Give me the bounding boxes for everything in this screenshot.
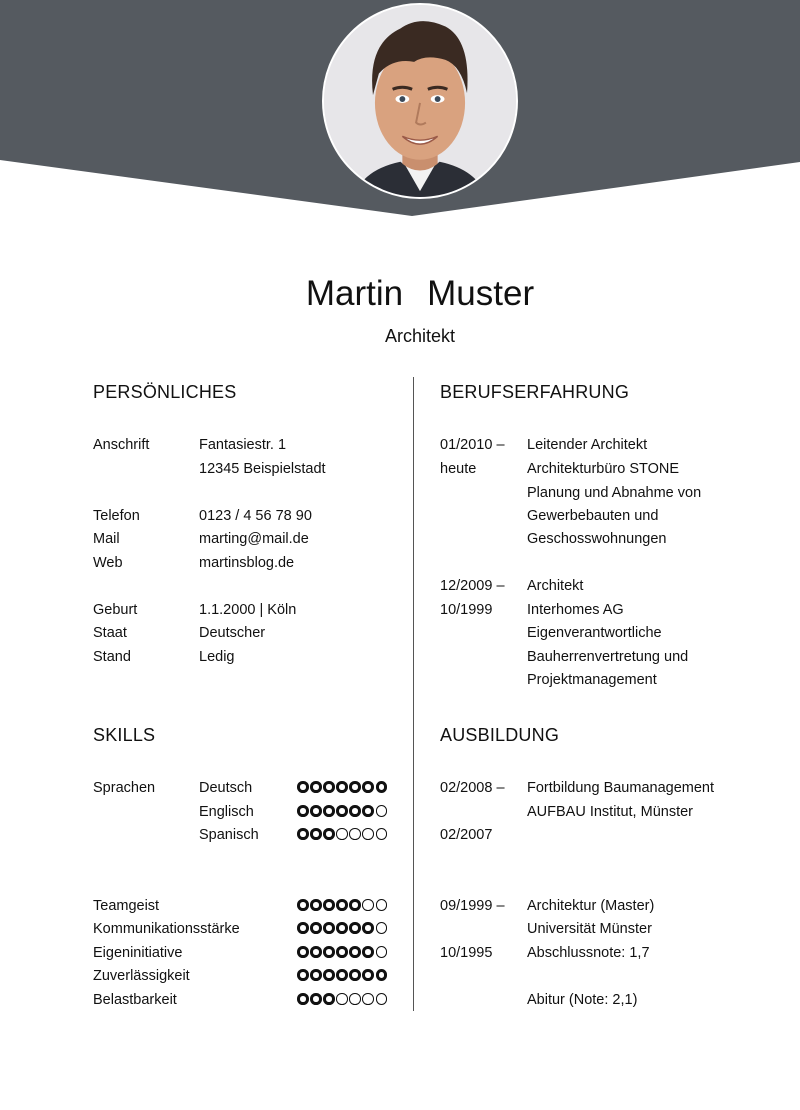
rating-dot-filled bbox=[362, 922, 374, 934]
education-line: Architektur (Master) bbox=[527, 898, 655, 914]
rating-dot-empty bbox=[376, 828, 388, 840]
skill-rating bbox=[297, 899, 387, 913]
education-line: Universität Münster bbox=[527, 921, 652, 937]
rating-dot-empty bbox=[349, 828, 361, 840]
personal-value: martinsblog.de bbox=[199, 555, 295, 571]
rating-dot-filled bbox=[362, 781, 374, 793]
education-date: 10/1995 bbox=[440, 945, 493, 961]
personal-label: Mail bbox=[93, 531, 120, 547]
rating-dot-filled bbox=[297, 828, 309, 840]
rating-dot-filled bbox=[310, 969, 322, 981]
rating-dot-filled bbox=[297, 969, 309, 981]
personal-value: marting@mail.de bbox=[199, 531, 309, 547]
education-line: Abitur (Note: 2,1) bbox=[527, 992, 638, 1008]
job-title: Architekt bbox=[384, 326, 456, 346]
personal-value: 1.1.2000 | Köln bbox=[199, 602, 297, 618]
language-name: Deutsch bbox=[199, 780, 253, 796]
rating-dot-empty bbox=[376, 805, 388, 817]
language-name: Englisch bbox=[199, 804, 254, 820]
rating-dot-filled bbox=[349, 922, 361, 934]
rating-dot-filled bbox=[362, 805, 374, 817]
rating-dot-filled bbox=[376, 969, 388, 981]
rating-dot-filled bbox=[323, 922, 335, 934]
rating-dot-filled bbox=[310, 781, 322, 793]
section-title-education: AUSBILDUNG bbox=[440, 725, 560, 745]
rating-dot-filled bbox=[297, 946, 309, 958]
experience-line: Architekturbüro STONE bbox=[527, 461, 680, 477]
rating-dot-filled bbox=[349, 781, 361, 793]
rating-dot-empty bbox=[362, 899, 374, 911]
rating-dot-filled bbox=[310, 993, 322, 1005]
rating-dot-empty bbox=[376, 899, 388, 911]
rating-dot-filled bbox=[310, 922, 322, 934]
experience-line: Gewerbebauten und bbox=[527, 508, 659, 524]
experience-line: Interhomes AG bbox=[527, 602, 624, 618]
personal-value: 0123 / 4 56 78 90 bbox=[199, 508, 312, 524]
rating-dot-filled bbox=[336, 969, 348, 981]
experience-line: Planung und Abnahme von bbox=[527, 485, 702, 501]
education-line: Fortbildung Baumanagement bbox=[527, 780, 715, 796]
experience-date: 10/1999 bbox=[440, 602, 493, 618]
skill-rating bbox=[297, 828, 387, 842]
rating-dot-filled bbox=[297, 781, 309, 793]
experience-date: heute bbox=[440, 461, 477, 477]
rating-dot-filled bbox=[349, 946, 361, 958]
rating-dot-empty bbox=[376, 993, 388, 1005]
rating-dot-filled bbox=[336, 946, 348, 958]
rating-dot-filled bbox=[297, 805, 309, 817]
rating-dot-filled bbox=[310, 805, 322, 817]
rating-dot-empty bbox=[336, 993, 348, 1005]
section-title-skills: SKILLS bbox=[93, 725, 156, 745]
experience-line: Projektmanagement bbox=[527, 672, 657, 688]
rating-dot-filled bbox=[336, 899, 348, 911]
rating-dot-filled bbox=[376, 781, 388, 793]
rating-dot-filled bbox=[297, 993, 309, 1005]
rating-dot-filled bbox=[336, 805, 348, 817]
rating-dot-filled bbox=[362, 946, 374, 958]
skill-name: Eigeninitiative bbox=[93, 945, 183, 961]
personal-value: 12345 Beispielstadt bbox=[199, 461, 326, 477]
skill-name: Teamgeist bbox=[93, 898, 160, 914]
education-date: 02/2007 bbox=[440, 827, 493, 843]
personal-value: Ledig bbox=[199, 649, 235, 665]
personal-value: Deutscher bbox=[199, 625, 266, 641]
experience-line: Leitender Architekt bbox=[527, 437, 648, 453]
rating-dot-filled bbox=[349, 805, 361, 817]
rating-dot-filled bbox=[310, 946, 322, 958]
skill-rating bbox=[297, 805, 387, 819]
rating-dot-filled bbox=[323, 828, 335, 840]
languages-label: Sprachen bbox=[93, 780, 156, 796]
education-date: 09/1999 – bbox=[440, 898, 505, 914]
personal-label: Anschrift bbox=[93, 437, 150, 453]
skill-rating bbox=[297, 993, 387, 1007]
rating-dot-filled bbox=[323, 781, 335, 793]
rating-dot-filled bbox=[336, 922, 348, 934]
skill-rating bbox=[297, 922, 387, 936]
skill-name: Belastbarkeit bbox=[93, 992, 177, 1008]
rating-dot-filled bbox=[323, 899, 335, 911]
skill-name: Kommunikationsstärke bbox=[93, 921, 240, 937]
rating-dot-filled bbox=[336, 781, 348, 793]
experience-date: 01/2010 – bbox=[440, 437, 505, 453]
profile-photo bbox=[322, 3, 518, 199]
rating-dot-filled bbox=[349, 969, 361, 981]
personal-value: Fantasiestr. 1 bbox=[199, 437, 287, 453]
rating-dot-filled bbox=[310, 899, 322, 911]
experience-line: Eigenverantwortliche bbox=[527, 625, 662, 641]
experience-line: Bauherrenvertretung und bbox=[527, 649, 689, 665]
rating-dot-empty bbox=[362, 993, 374, 1005]
personal-label: Telefon bbox=[93, 508, 140, 524]
skill-rating bbox=[297, 946, 387, 960]
skill-rating bbox=[297, 969, 387, 983]
education-date: 02/2008 – bbox=[440, 780, 505, 796]
rating-dot-empty bbox=[336, 828, 348, 840]
skill-rating bbox=[297, 781, 387, 795]
personal-label: Stand bbox=[93, 649, 131, 665]
skill-name: Zuverlässigkeit bbox=[93, 968, 190, 984]
experience-line: Geschosswohnungen bbox=[527, 531, 667, 547]
personal-label: Staat bbox=[93, 625, 127, 641]
education-line: AUFBAU Institut, Münster bbox=[527, 804, 693, 820]
rating-dot-empty bbox=[376, 946, 388, 958]
language-name: Spanisch bbox=[199, 827, 259, 843]
rating-dot-filled bbox=[297, 922, 309, 934]
education-line: Abschlussnote: 1,7 bbox=[527, 945, 650, 961]
experience-line: Architekt bbox=[527, 578, 584, 594]
rating-dot-filled bbox=[323, 946, 335, 958]
rating-dot-empty bbox=[362, 828, 374, 840]
rating-dot-filled bbox=[310, 828, 322, 840]
section-title-personal: PERSÖNLICHES bbox=[93, 382, 237, 402]
rating-dot-filled bbox=[323, 993, 335, 1005]
rating-dot-filled bbox=[323, 805, 335, 817]
experience-date: 12/2009 – bbox=[440, 578, 505, 594]
rating-dot-filled bbox=[362, 969, 374, 981]
rating-dot-filled bbox=[349, 899, 361, 911]
rating-dot-empty bbox=[376, 922, 388, 934]
rating-dot-filled bbox=[297, 899, 309, 911]
rating-dot-empty bbox=[349, 993, 361, 1005]
full-name: Martin Muster bbox=[305, 274, 535, 313]
column-divider bbox=[413, 377, 414, 1011]
rating-dot-filled bbox=[323, 969, 335, 981]
personal-label: Web bbox=[93, 555, 123, 571]
personal-label: Geburt bbox=[93, 602, 138, 618]
section-title-experience: BERUFSERFAHRUNG bbox=[440, 382, 630, 402]
